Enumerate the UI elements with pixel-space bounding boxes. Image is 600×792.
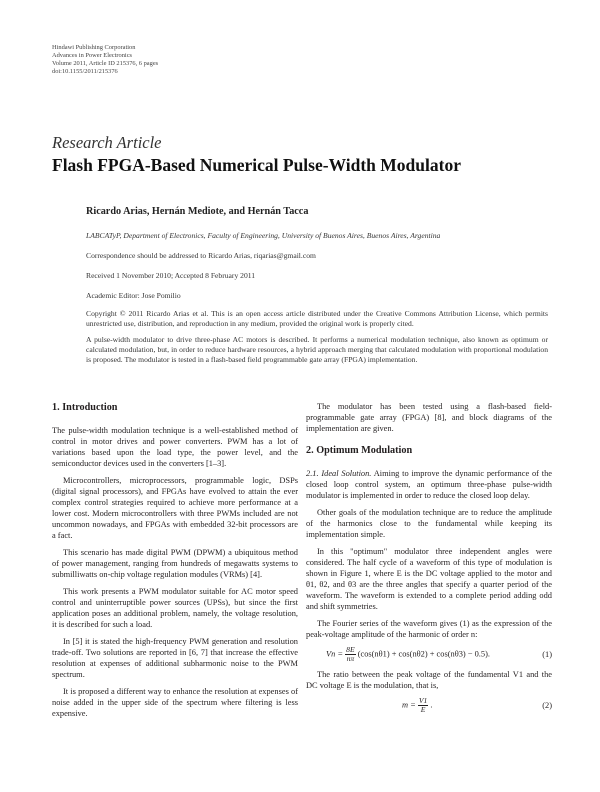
section-heading-optimum-modulation: 2. Optimum Modulation: [306, 445, 413, 456]
paragraph: Microcontrollers, microprocessors, programmable logic, DSPs (digital signal processors), and FPGAs have evolved to attain the ever complex control strategies required to achieve more performance at a lower cost. Modern microcontrollers with three PWMs included are not uncommon nowadays, and FPGAs with embedded 32-bit processors are a fact.: [52, 476, 298, 540]
paragraph: This work presents a PWM modulator suitable for AC motor speed control and uninterruptible power sources (UPSs), but since the first application poses an additional problem, namely, the voltage resolution, it is described for such a load.: [52, 587, 298, 629]
subsection-heading: 2.1. Ideal Solution.: [306, 469, 372, 478]
dates: Received 1 November 2010; Accepted 8 February 2011: [86, 271, 256, 280]
paragraph: Other goals of the modulation technique are to reduce the amplitude of the harmonics close to the fundamental while keeping its implementation simple.: [306, 508, 552, 539]
correspondence: Correspondence should be addressed to Ricardo Arias, riqarias@gmail.com: [86, 251, 316, 260]
eq2-numerator: V1: [418, 696, 428, 705]
page-title: Flash FPGA-Based Numerical Pulse-Width Modulator: [52, 155, 461, 175]
eq1-numerator: 8E: [346, 645, 355, 654]
paragraph: The ratio between the peak voltage of the fundamental V1 and the DC voltage E is the modulation, that is,: [306, 670, 552, 690]
academic-editor: Academic Editor: Jose Pomilio: [86, 291, 181, 300]
right-column: [306, 401, 552, 720]
eq1-rhs: (cos(nθ1) + cos(nθ2) + cos(nθ3) − 0.5).: [357, 649, 490, 659]
publisher-line: Hindawi Publishing Corporation: [52, 44, 136, 51]
eq1-fraction: [345, 646, 355, 663]
paragraph: The pulse-width modulation technique is a well-established method of control in motor drives and power converters. PWM has a lot of variations based upon the load type, the power level, and the semiconductor devices used in the converters [1–3].: [52, 426, 298, 468]
eq2-tail: .: [430, 700, 433, 710]
paragraph: Aiming to improve the dynamic performance of the closed loop control system, an optimum three-phase pulse-width modulator is implemented in order to reduce the closed loop delay.: [306, 469, 552, 500]
paragraph: In this "optimum" modulator three independent angles were considered. The half cycle of a waveform of this type of modulation is shown in Figure 1, where E is the DC voltage applied to the motor and θ1, θ2, and θ3 are the three angles that specify a quarter period of the waveform. The waveform is extended to a complete period adding odd and shift symmetries.: [306, 547, 552, 611]
eq1-denominator: nπ: [346, 654, 355, 663]
eq2-fraction: [418, 697, 428, 714]
article-type: Research Article: [52, 133, 162, 152]
eq2-number: (2): [542, 701, 552, 710]
eq1-lhs: Vn =: [326, 649, 344, 659]
copyright-notice: Copyright © 2011 Ricardo Arias et al. This is an open access article distributed under the Creative Commons Attribution License, which permits unrestricted use, distribution, and reproduction in any medium, provided the original work is properly cited.: [86, 309, 548, 328]
journal-name: Advances in Power Electronics: [52, 52, 133, 59]
left-column: [52, 401, 298, 725]
equation-2: [306, 694, 552, 716]
authors: Ricardo Arias, Hernán Mediote, and Hernán Tacca: [86, 206, 309, 217]
paragraph: It is proposed a different way to enhance the resolution at expenses of noise added in the upper side of the spectrum where filtering is less expensive.: [52, 687, 298, 718]
paragraph: The Fourier series of the waveform gives (1) as the expression of the peak-voltage amplitude of the harmonic of order n:: [306, 619, 552, 639]
section-heading-introduction: 1. Introduction: [52, 402, 118, 413]
abstract: A pulse-width modulator to drive three-phase AC motors is described. It performs a numerical modulation technique, also known as optimum or calculated modulation, but, in order to reduce hardware resources, a hybrid approach merging that calculated modulation with proportional modulation is proposed. The modulator is tested in a flash-based field programmable gate array (FPGA) implementation.: [86, 335, 548, 364]
affiliation: LABCATyP, Department of Electronics, Faculty of Engineering, University of Buenos Aires, Buenos Aires, Argentina: [86, 231, 441, 240]
eq2-lhs: m =: [402, 700, 416, 710]
paragraph: In [5] it is stated the high-frequency PWM generation and resolution trade-off. Two solutions are reported in [6, 7] that increase the effective resolution at expenses of additional subharmonic noise to the PWM spectrum.: [52, 637, 298, 679]
paragraph: This scenario has made digital PWM (DPWM) a ubiquitous method of power management, ranging from hundreds of megawatts systems to submilliwatts on-chip voltage regulation modules (VRMs) [4].: [52, 548, 298, 579]
paragraph: The modulator has been tested using a flash-based field-programmable gate array (FPGA) [8], and block diagrams of the implementation are given.: [306, 402, 552, 433]
doi-line: doi:10.1155/2011/215376: [52, 68, 118, 75]
equation-1: [306, 643, 552, 665]
volume-line: Volume 2011, Article ID 215376, 6 pages: [52, 60, 159, 67]
eq1-number: (1): [542, 650, 552, 659]
eq2-denominator: E: [420, 705, 426, 714]
